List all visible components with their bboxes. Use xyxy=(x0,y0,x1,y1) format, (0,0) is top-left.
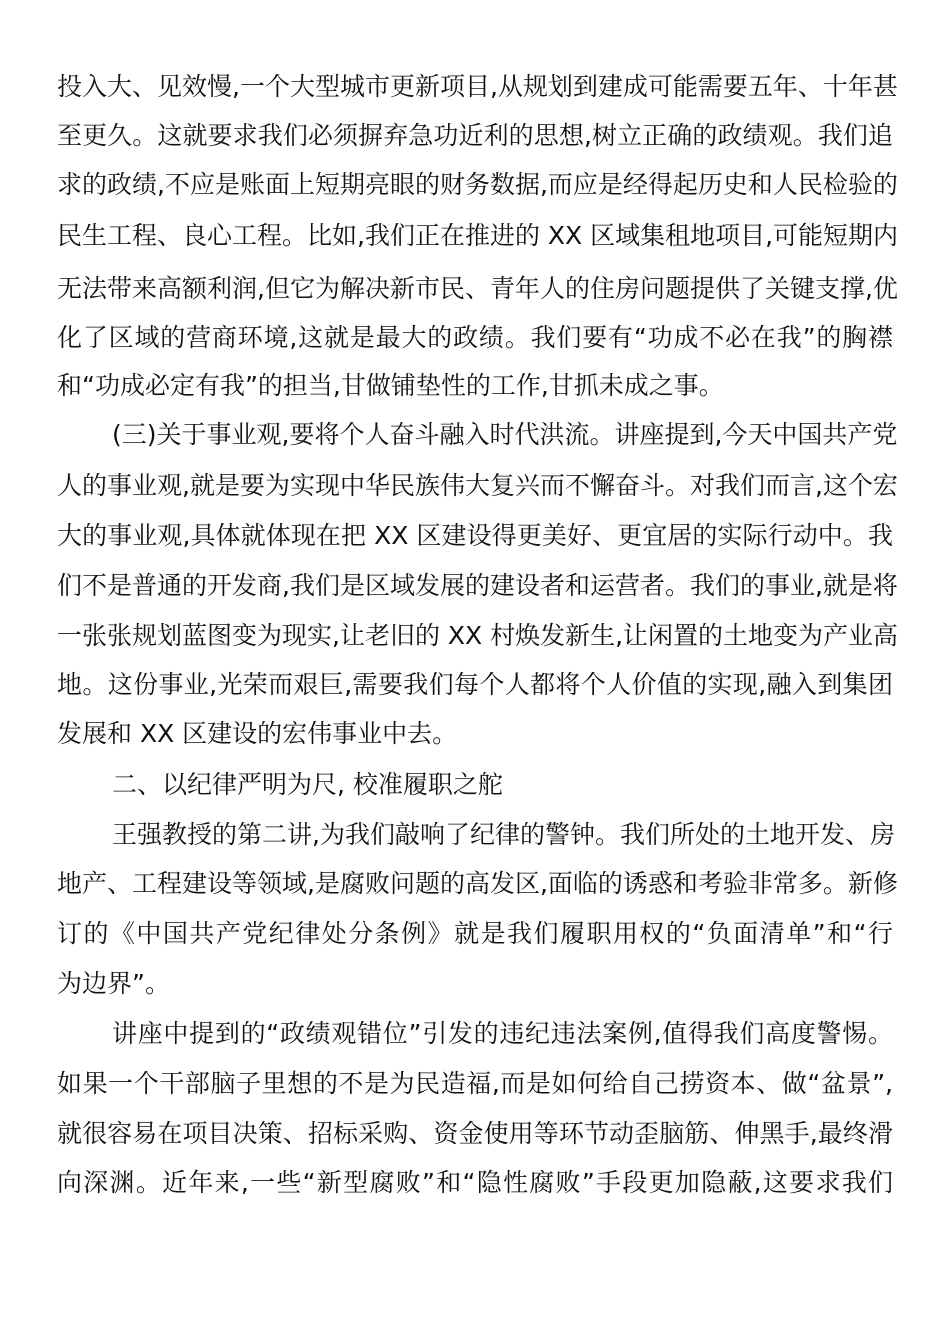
section-heading-3: (三)关于事业观,要将个人奋斗融入时代洪流。讲座提到,今天中国共产党 xyxy=(112,420,898,449)
text-line: 地产、工程建设等领域,是腐败问题的高发区,面临的诱惑和考验非常多。新修 xyxy=(57,869,898,898)
text-line: 订的《中国共产党纪律处分条例》就是我们履职用权的“负面清单”和“行 xyxy=(57,919,893,948)
text-line: 投入大、见效慢,一个大型城市更新项目,从规划到建成可能需要五年、十年甚 xyxy=(57,72,898,101)
text-line: 地。这份事业,光荣而艰巨,需要我们每个人都将个人价值的实现,融入到集团 xyxy=(57,670,893,699)
text-line: 人的事业观,就是要为实现中华民族伟大复兴而不懈奋斗。对我们而言,这个宏 xyxy=(57,471,898,500)
text-line: 至更久。这就要求我们必须摒弃急功近利的思想,树立正确的政绩观。我们追 xyxy=(57,121,893,150)
text-line: 大的事业观,具体就体现在把 XX 区建设得更美好、更宜居的实际行动中。我 xyxy=(57,521,893,550)
text-line: 王强教授的第二讲,为我们敲响了纪律的警钟。我们所处的土地开发、房 xyxy=(112,820,895,849)
text-line: 求的政绩,不应是账面上短期亮眼的财务数据,而应是经得起历史和人民检验的 xyxy=(57,170,898,199)
text-line: 如果一个干部脑子里想的不是为民造福,而是如何给自己捞资本、做“盆景”, xyxy=(57,1069,893,1098)
text-line: 民生工程、良心工程。比如,我们正在推进的 XX 区域集租地项目,可能短期内 xyxy=(57,221,899,250)
text-line: 和“功成必定有我”的担当,甘做铺垫性的工作,甘抓未成之事。 xyxy=(57,371,724,400)
section-heading-2: 二、以纪律严明为尺, 校准履职之舵 xyxy=(112,770,503,799)
text-line: 一张张规划蓝图变为现实,让老旧的 XX 村焕发新生,让闲置的土地变为产业高 xyxy=(57,621,899,650)
text-line: 讲座中提到的“政绩观错位”引发的违纪违法案例,值得我们高度警惕。 xyxy=(112,1019,893,1048)
text-line: 化了区域的营商环境,这就是最大的政绩。我们要有“功成不必在我”的胸襟 xyxy=(57,323,893,352)
text-line: 为边界”。 xyxy=(57,969,170,998)
text-line: 向深渊。近年来,一些“新型腐败”和“隐性腐败”手段更加隐蔽,这要求我们 xyxy=(57,1168,893,1197)
text-line: 们不是普通的开发商,我们是区域发展的建设者和运营者。我们的事业,就是将 xyxy=(57,571,898,600)
text-line: 无法带来高额利润,但它为解决新市民、青年人的住房问题提供了关键支撑,优 xyxy=(57,274,898,303)
text-line: 发展和 XX 区建设的宏伟事业中去。 xyxy=(57,719,458,748)
text-line: 就很容易在项目决策、招标采购、资金使用等环节动歪脑筋、伸黑手,最终滑 xyxy=(57,1119,893,1148)
